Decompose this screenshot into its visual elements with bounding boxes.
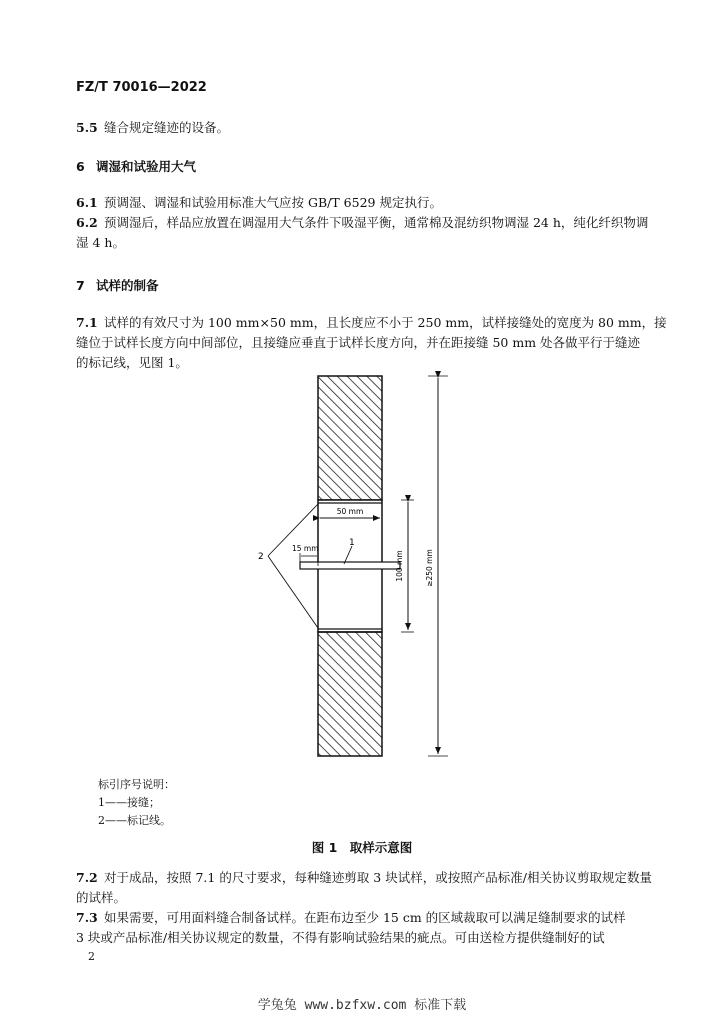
clause-text-line: 湿 4 h。 bbox=[76, 235, 125, 250]
legend-item: 2——标记线。 bbox=[98, 814, 171, 827]
callout-1: 1 bbox=[349, 538, 355, 548]
section-number: 6 bbox=[76, 159, 85, 174]
clause-text: 缝合规定缝迹的设备。 bbox=[104, 120, 230, 135]
specimen-bottom-clamp-area bbox=[318, 632, 382, 756]
dim-effective-length-label: 100 mm bbox=[395, 550, 404, 582]
seam bbox=[300, 562, 400, 569]
section-number: 7 bbox=[76, 278, 85, 293]
clause-7-3 bbox=[76, 908, 626, 948]
clause-number: 5.5 bbox=[76, 120, 98, 135]
clause-number: 7.3 bbox=[76, 910, 98, 925]
section-title: 试样的制备 bbox=[96, 278, 159, 293]
clause-text-line: 对于成品，按照 7.1 的尺寸要求，每种缝迹剪取 3 块试样，或按照产品标准/相关协议剪取规定数量 bbox=[104, 870, 652, 885]
clause-text-line: 试样的有效尺寸为 100 mm×50 mm，且长度应不小于 250 mm，试样接缝处的宽度为 80 mm，接 bbox=[104, 315, 667, 330]
clause-number: 7.1 bbox=[76, 315, 98, 330]
specimen-top-clamp-area bbox=[318, 376, 382, 500]
clause-number: 6.2 bbox=[76, 215, 98, 230]
dim-width-label: 50 mm bbox=[336, 507, 364, 516]
standard-id: FZ/T 70016—2022 bbox=[76, 80, 207, 95]
clause-text: 预调湿、调湿和试验用标准大气应按 GB/T 6529 规定执行。 bbox=[104, 195, 442, 210]
figure-legend bbox=[98, 776, 175, 830]
clause-text-line: 预调湿后，样品应放置在调湿用大气条件下吸湿平衡，通常棉及混纺织物调湿 24 h，纯化纤织物调 bbox=[104, 215, 649, 230]
clause-text-line: 的标记线，见图 1。 bbox=[76, 355, 188, 370]
watermark: 学兔兔 www.bzfxw.com 标准下载 bbox=[257, 998, 467, 1013]
clause-text-line: 3 块或产品标准/相关协议规定的数量，不得有影响试验结果的疵点。可由送检方提供缝制好的试 bbox=[76, 930, 605, 945]
clause-text-line: 如果需要，可用面料缝合制备试样。在距布边至少 15 cm 的区域裁取可以满足缝制要求的试样 bbox=[104, 910, 626, 925]
dim-total-length-label: ≥250 mm bbox=[425, 549, 434, 587]
clause-text-line: 的试样。 bbox=[76, 890, 127, 905]
section-title: 调湿和试验用大气 bbox=[96, 159, 197, 174]
dim-seam-allowance-label: 15 mm bbox=[292, 544, 319, 553]
clause-7-2 bbox=[76, 868, 652, 908]
callout-2: 2 bbox=[258, 552, 264, 562]
clause-text-line: 缝位于试样长度方向中间部位，且接缝应垂直于试样长度方向，并在距接缝 50 mm 处各做平行于缝迹 bbox=[76, 335, 641, 350]
legend-item: 1——接缝； bbox=[98, 796, 160, 809]
figure-caption: 图 1 取样示意图 bbox=[311, 840, 413, 855]
clause-number: 7.2 bbox=[76, 870, 98, 885]
page-number: 2 bbox=[88, 950, 95, 963]
clause-number: 6.1 bbox=[76, 195, 98, 210]
legend-title: 标引序号说明： bbox=[98, 778, 175, 791]
